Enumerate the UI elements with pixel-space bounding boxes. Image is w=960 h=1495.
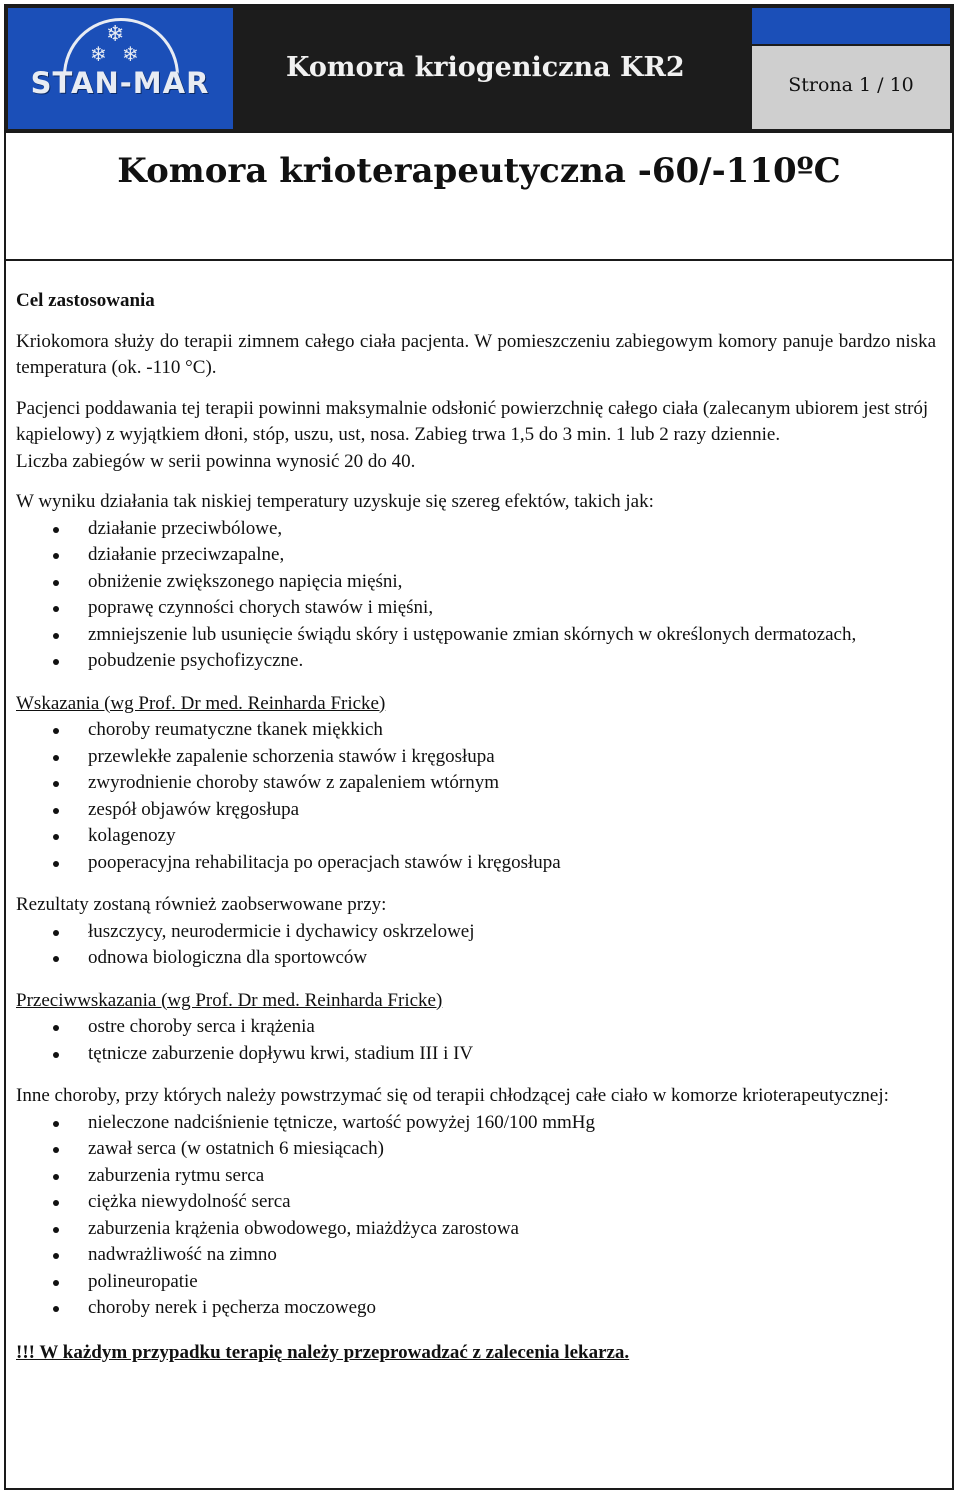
document-title: Komora kriogeniczna KR2 [286,52,685,83]
list-item: łuszczycy, neurodermicie i dychawicy oskrzelowej [16,919,936,946]
list-item: tętnicze zaburzenie dopływu krwi, stadium III i IV [16,1041,936,1068]
page-number-box [752,46,950,129]
paragraph: Pacjenci poddawania tej terapii powinni maksymalnie odsłonić powierzchnię całego ciała (zalecanym ubiorem jest strój kąpielowy) z wyjątkiem dłoni, stóp, uszu, ust, nosa. Zabieg trwa 1,5 do 3 min. 1 lub 2 razy dziennie. [16,397,929,445]
snowflake-icon: ❄ [106,22,125,47]
page-number: Strona 1 / 10 [788,74,914,96]
snowflake-icon: ❄ [90,42,107,66]
list-item: polineuropatie [16,1269,936,1296]
list-item: odnowa biologiczna dla sportowców [16,945,936,972]
divider [6,259,952,261]
section-heading-other: Inne choroby, przy których należy powstrzymać się od terapii chłodzącej całe ciało w komorze krioterapeutycznej: [16,1085,889,1106]
list-item: działanie przeciwzapalne, [16,542,936,569]
contraindications-list [16,1014,936,1067]
document-body [16,288,936,1366]
list-item: pooperacyjna rehabilitacja po operacjach stawów i kręgosłupa [16,850,936,877]
list-item: zespół objawów kręgosłupa [16,797,936,824]
list-item: poprawę czynności chorych stawów i mięśni, [16,595,936,622]
list-item: przewlekłe zapalenie schorzenia stawów i kręgosłupa [16,744,936,771]
page-box-accent [752,8,950,44]
list-item: działanie przeciwbólowe, [16,516,936,543]
list-item: choroby reumatyczne tkanek miękkich [16,717,936,744]
list-item: zawał serca (w ostatnich 6 miesiącach) [16,1136,936,1163]
logo-text: STAN-MAR [30,66,210,100]
other-diseases-list [16,1110,936,1322]
effects-intro: W wyniku działania tak niskiej temperatury uzyskuje się szereg efektów, takich jak: [16,491,654,512]
results-list [16,919,936,972]
list-item: choroby nerek i pęcherza moczowego [16,1295,936,1322]
indications-list [16,717,936,876]
document-page [4,4,954,1490]
main-title: Komora krioterapeutyczna -60/-110ºC [117,151,841,191]
warning-note: !!! W każdym przypadku terapię należy przeprowadzać z zalecenia lekarza. [16,1341,630,1363]
page-header [6,6,952,133]
section-heading-purpose: Cel zastosowania [16,290,155,311]
company-logo [8,8,233,129]
list-item: nieleczone nadciśnienie tętnicze, wartość powyżej 160/100 mmHg [16,1110,936,1137]
section-heading-results: Rezultaty zostaną również zaobserwowane przy: [16,894,387,915]
list-item: zaburzenia rytmu serca [16,1163,936,1190]
list-item: ostre choroby serca i krążenia [16,1014,936,1041]
paragraph: Kriokomora służy do terapii zimnem całego ciała pacjenta. W pomieszczeniu zabiegowym komory panuje bardzo niska temperatura (ok. -110 °C). [16,330,936,378]
list-item: ciężka niewydolność serca [16,1189,936,1216]
section-heading-contraindications: Przeciwwskazania (wg Prof. Dr med. Reinharda Fricke) [16,989,443,1011]
section-heading-indications: Wskazania (wg Prof. Dr med. Reinharda Fricke) [16,692,386,714]
list-item: zwyrodnienie choroby stawów z zapaleniem wtórnym [16,770,936,797]
snowflake-icon: ❄ [122,42,139,66]
paragraph: Liczba zabiegów w serii powinna wynosić 20 do 40. [16,450,416,472]
list-item: pobudzenie psychofizyczne. [16,648,936,675]
list-item: zaburzenia krążenia obwodowego, miażdżyca zarostowa [16,1216,936,1243]
list-item: zmniejszenie lub usunięcie świądu skóry i ustępowanie zmian skórnych w określonych dermatozach, [16,622,936,649]
list-item: nadwrażliwość na zimno [16,1242,936,1269]
effects-list [16,516,936,675]
list-item: kolagenozy [16,823,936,850]
list-item: obniżenie zwiększonego napięcia mięśni, [16,569,936,596]
